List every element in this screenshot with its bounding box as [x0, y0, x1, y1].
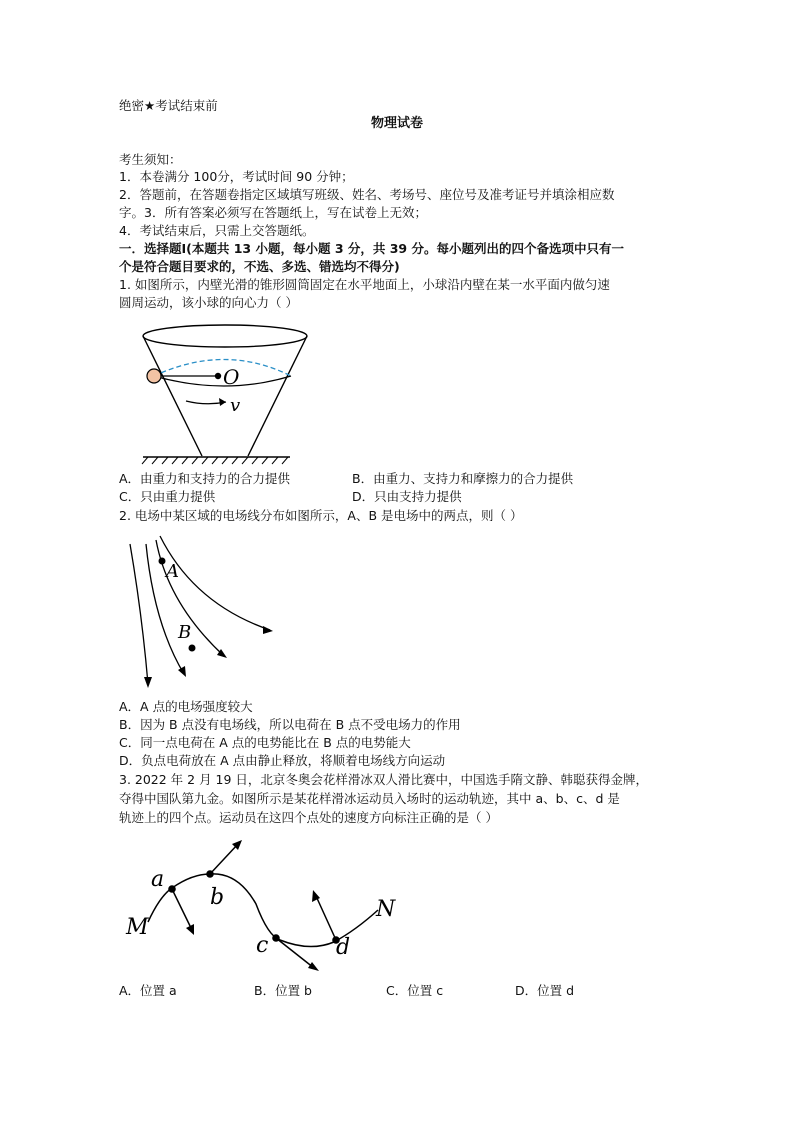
q3-option-b[interactable]: B．位置 b	[254, 983, 312, 998]
q1-option-b[interactable]: B．由重力、支持力和摩擦力的合力提供	[352, 471, 574, 486]
label-b: b	[210, 885, 225, 910]
ball	[147, 369, 161, 383]
q2-option-a[interactable]: A．A 点的电场强度较大	[119, 699, 253, 714]
page-title: 物理试卷	[370, 116, 423, 131]
label-N: N	[376, 897, 396, 922]
q2-option-c[interactable]: C．同一点电荷在 A 点的电势能比在 B 点的电势能大	[119, 735, 411, 750]
section-heading-cont: 个是符合题目要求的，不选、多选、错选均不得分)	[119, 259, 400, 274]
q3-option-d[interactable]: D．位置 d	[515, 983, 575, 998]
notice-item: 1．本卷满分 100分，考试时间 90 分钟；	[119, 169, 354, 184]
q2-option-b[interactable]: B．因为 B 点没有电场线，所以电荷在 B 点不受电场力的作用	[119, 717, 461, 732]
center-dot	[215, 373, 221, 379]
q2-option-d[interactable]: D．负点电荷放在 A 点由静止释放，将顺着电场线方向运动	[119, 753, 446, 768]
label-A: A	[166, 561, 179, 582]
point-B	[189, 645, 196, 652]
q3-stem-cont: 夺得中国队第九金。如图所示是某花样滑冰运动员入场时的运动轨迹，其中 a、b、c、d 是	[119, 791, 620, 806]
q3-stem: 3. 2022 年 2 月 19 日，北京冬奥会花样滑冰双人滑比赛中，中国选手隋文静、韩聪获得金牌，	[119, 772, 648, 787]
secret-label: 绝密★考试结束前	[119, 98, 218, 113]
label-d: d	[336, 935, 351, 960]
notice-item: 字。3．所有答案必须写在答题纸上，写在试卷上无效；	[119, 205, 427, 220]
notice-item: 4．考试结束后，只需上交答题纸。	[119, 223, 315, 238]
q3-stem-cont: 轨迹上的四个点。运动员在这四个点处的速度方向标注正确的是（ ）	[119, 810, 498, 825]
notice-item: 2．答题前，在答题卷指定区域填写班级、姓名、考场号、座位号及准考证号并填涂相应数	[119, 187, 615, 202]
q1-option-d[interactable]: D．只由支持力提供	[352, 489, 462, 504]
label-a: a	[151, 867, 165, 892]
q1-option-a[interactable]: A．由重力和支持力的合力提供	[119, 471, 291, 486]
label-B: B	[178, 622, 192, 643]
q2-field-figure	[124, 534, 284, 694]
q3-option-a[interactable]: A．位置 a	[119, 983, 177, 998]
q3-option-c[interactable]: C．位置 c	[386, 983, 444, 998]
q3-trajectory-figure	[120, 834, 410, 976]
label-v: v	[230, 395, 241, 416]
q1-stem: 1. 如图所示，内壁光滑的锥形圆筒固定在水平地面上，小球沿内壁在某一水平面内做匀速	[119, 277, 610, 292]
notice-heading: 考生须知：	[119, 152, 182, 167]
label-O: O	[223, 365, 240, 389]
q2-stem: 2. 电场中某区域的电场线分布如图所示，A、B 是电场中的两点，则（ ）	[119, 508, 523, 523]
q1-stem-cont: 圆周运动，该小球的向心力（ ）	[119, 295, 298, 310]
q1-cone-figure	[140, 318, 310, 468]
label-c: c	[256, 933, 269, 958]
label-M: M	[126, 915, 149, 940]
section-heading: 一．选择题Ⅰ(本题共 13 小题，每小题 3 分，共 39 分。每小题列出的四个备选项中只有一	[119, 241, 624, 256]
q1-option-c[interactable]: C．只由重力提供	[119, 489, 216, 504]
point-A	[159, 558, 166, 565]
